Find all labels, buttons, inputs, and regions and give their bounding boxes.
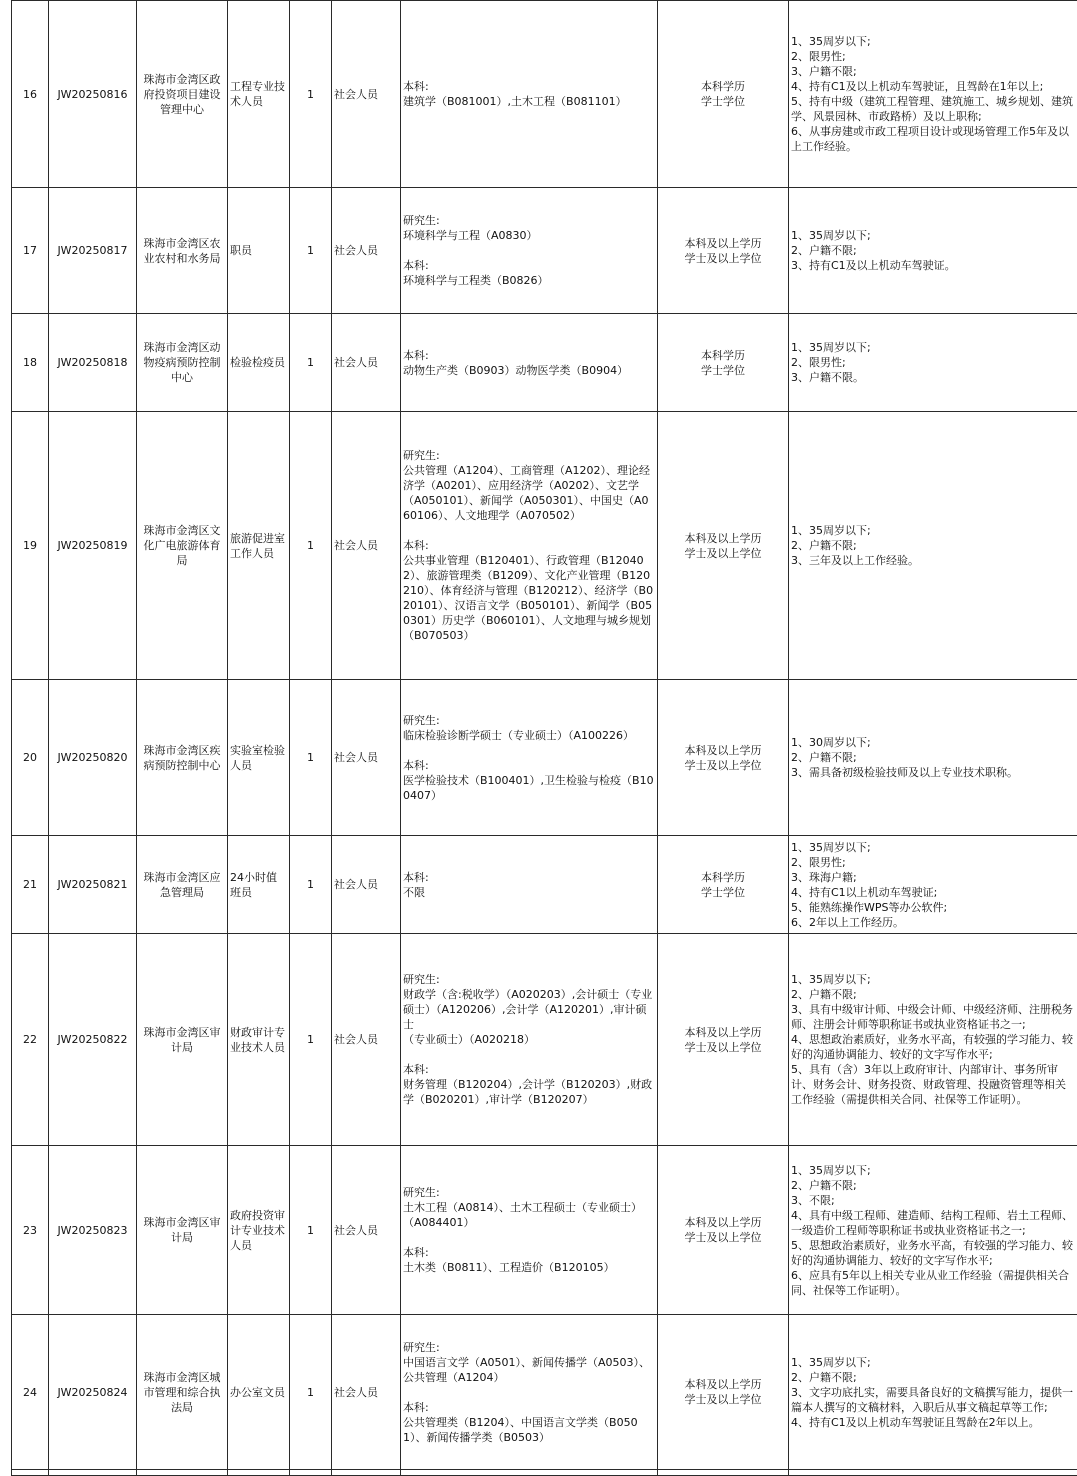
cell-code: JW20250823 (49, 1146, 137, 1315)
cell-target: 社会人员 (332, 934, 401, 1146)
cell-major: 研究生: 公共管理（A1204）、工商管理（A1202）、理论经济学（A0201）、应用经济学（A0202）、文艺学（A050101）、新闻学（A050301）、中国史（A060106）、人文地理学（A070502） 本科: 公共事业管理（B120401）、行政管理（B120402）、旅游管理类（B1209）、文化产业管理（B120210）、体育经济与管理（B120212）、经济学（B020101）、汉语言文学（B050101）、新闻学（B050301）历史学（B060101）、人文地理与城乡规划（B070503） (401, 412, 658, 680)
cell-no: 20 (12, 680, 49, 836)
cell-post: 工程专业技术人员 (228, 1, 290, 188)
cell-unit: 珠海市金湾区应急管理局 (137, 836, 228, 934)
cell-unit: 珠海市金湾区审计局 (137, 1146, 228, 1315)
cell-post: 职员 (228, 188, 290, 314)
cell-target: 社会人员 (332, 314, 401, 412)
cell-major: 本科: 建筑学（B081001）,土木工程（B081101） (401, 1, 658, 188)
cell-no: 23 (12, 1146, 49, 1315)
cell-major: 研究生: 环境科学与工程（A0830） 本科: 环境科学与工程类（B0826） (401, 188, 658, 314)
cell-conditions: 1、35周岁以下; 2、限男性; 3、珠海户籍; 4、持有C1以上机动车驾驶证; 5、能熟练操作WPS等办公软件; 6、2年以上工作经历。 (789, 836, 1077, 934)
cell-conditions: 1、35周岁以下; 2、限男性; 3、户籍不限; 4、持有C1及以上机动车驾驶证，且驾龄在1年以上; 5、持有中级（建筑工程管理、建筑施工、城乡规划、建筑学、风景园林、市政路桥）及以上职称; 6、从事房建或市政工程项目设计或现场管理工作5年及以上工作经验。 (789, 1, 1077, 188)
cell-count: 1 (290, 934, 332, 1146)
cell-education: 本科及以上学历 学士及以上学位 (658, 680, 789, 836)
cell-unit: 珠海市金湾区疾病预防控制中心 (137, 680, 228, 836)
cell-unit: 珠海市金湾区动物疫病预防控制中心 (137, 314, 228, 412)
cell-conditions: 1、35周岁以下; 2、户籍不限; 3、文字功底扎实，需要具备良好的文稿撰写能力，提供一篇本人撰写的文稿材料，入职后从事文稿起草等工作; 4、持有C1及以上机动车驾驶证且驾龄在2年以上。 (789, 1315, 1077, 1470)
cell-education: 本科及以上学历 学士及以上学位 (658, 934, 789, 1146)
cell-major: 本科: 不限 (401, 836, 658, 934)
table-row (12, 836, 1077, 934)
cell-post: 办公室文员 (228, 1315, 290, 1470)
cell-major: 本科: 动物生产类（B0903）动物医学类（B0904） (401, 314, 658, 412)
cell-major: 研究生: 土木工程（A0814）、土木工程硕士（专业硕士）（A084401） 本科: 土木类（B0811）、工程造价（B120105） (401, 1146, 658, 1315)
cell-count: 1 (290, 1315, 332, 1470)
table-row (12, 314, 1077, 412)
table-row (12, 1146, 1077, 1315)
cell-code: JW20250822 (49, 934, 137, 1146)
cell-conditions: 1、35周岁以下; 2、户籍不限; 3、持有C1及以上机动车驾驶证。 (789, 188, 1077, 314)
cell-no: 24 (12, 1315, 49, 1470)
table-row (12, 412, 1077, 680)
cell-conditions: 1、35周岁以下; 2、限男性; 3、户籍不限。 (789, 314, 1077, 412)
cell-no: 16 (12, 1, 49, 188)
cell-code: JW20250818 (49, 314, 137, 412)
cell-target: 社会人员 (332, 836, 401, 934)
table-row (12, 1315, 1077, 1470)
cell-code: JW20250819 (49, 412, 137, 680)
cell-unit: 珠海市金湾区农业农村和水务局 (137, 188, 228, 314)
recruitment-table (11, 0, 1077, 1476)
cell-target: 社会人员 (332, 412, 401, 680)
cell-post: 旅游促进室工作人员 (228, 412, 290, 680)
cell-count: 1 (290, 1, 332, 188)
cell-code: JW20250816 (49, 1, 137, 188)
cell-no: 22 (12, 934, 49, 1146)
cell-post: 实验室检验人员 (228, 680, 290, 836)
cell-post: 财政审计专业技术人员 (228, 934, 290, 1146)
cell-code: JW20250820 (49, 680, 137, 836)
cell-target: 社会人员 (332, 1146, 401, 1315)
cell-conditions: 1、35周岁以下; 2、户籍不限; 3、三年及以上工作经验。 (789, 412, 1077, 680)
cell-no: 19 (12, 412, 49, 680)
table-row (12, 934, 1077, 1146)
cell-unit: 珠海市金湾区城市管理和综合执法局 (137, 1315, 228, 1470)
cell-no: 17 (12, 188, 49, 314)
cell-code: JW20250821 (49, 836, 137, 934)
cell-education: 本科及以上学历 学士及以上学位 (658, 1315, 789, 1470)
cell-code: JW20250817 (49, 188, 137, 314)
cell-conditions: 1、30周岁以下; 2、户籍不限; 3、需具备初级检验技师及以上专业技术职称。 (789, 680, 1077, 836)
table-row (12, 1, 1077, 188)
cell-code: JW20250824 (49, 1315, 137, 1470)
cell-unit: 珠海市金湾区政府投资项目建设管理中心 (137, 1, 228, 188)
cell-target: 社会人员 (332, 188, 401, 314)
cell-post: 24小时值班员 (228, 836, 290, 934)
cell-count: 1 (290, 412, 332, 680)
cell-education: 本科学历 学士学位 (658, 1, 789, 188)
cell-no: 21 (12, 836, 49, 934)
cell-major: 研究生: 中国语言文学（A0501）、新闻传播学（A0503）、公共管理（A1204） 本科: 公共管理类（B1204）、中国语言文学类（B0501）、新闻传播学类（B0503） (401, 1315, 658, 1470)
cell-education: 本科及以上学历 学士及以上学位 (658, 1146, 789, 1315)
cell-education: 本科及以上学历 学士及以上学位 (658, 188, 789, 314)
cell-count: 1 (290, 188, 332, 314)
cell-target: 社会人员 (332, 1315, 401, 1470)
cell-count: 1 (290, 680, 332, 836)
cell-no: 18 (12, 314, 49, 412)
table-row (12, 188, 1077, 314)
cell-unit: 珠海市金湾区文化广电旅游体育局 (137, 412, 228, 680)
cell-count: 1 (290, 314, 332, 412)
cell-target: 社会人员 (332, 1, 401, 188)
cell-education: 本科学历 学士学位 (658, 836, 789, 934)
cell-conditions: 1、35周岁以下; 2、户籍不限; 3、具有中级审计师、中级会计师、中级经济师、注册税务师、注册会计师等职称证书或执业资格证书之一; 4、思想政治素质好，业务水平高，有较强的学习能力、较好的沟通协调能力、较好的文字写作水平; 5、具有（含）3年以上政府审计、内部审计、事务所审计、财务会计、财务投资、财政管理、投融资管理等相关工作经验（需提供相关合同、社保等工作证明）。 (789, 934, 1077, 1146)
cell-major: 研究生: 临床检验诊断学硕士（专业硕士）（A100226） 本科: 医学检验技术（B100401）,卫生检验与检疫（B100407） (401, 680, 658, 836)
cell-major: 研究生: 财政学（含:税收学）（A020203）,会计硕士（专业硕士）（A120206）,会计学（A120201）,审计硕士 （专业硕士）（A020218） 本科: 财务管理（B120204）,会计学（B120203）,财政学（B020201）,审计学（B120207） (401, 934, 658, 1146)
cell-conditions: 1、35周岁以下; 2、户籍不限; 3、不限; 4、具有中级工程师、建造师、结构工程师、岩土工程师、一级造价工程师等职称证书或执业资格证书之一; 5、思想政治素质好，业务水平高，有较强的学习能力、较好的沟通协调能力、较好的文字写作水平; 6、应具有5年以上相关专业从业工作经验（需提供相关合同、社保等工作证明）。 (789, 1146, 1077, 1315)
cell-count: 1 (290, 836, 332, 934)
cell-count: 1 (290, 1146, 332, 1315)
table-row (12, 680, 1077, 836)
cell-education: 本科学历 学士学位 (658, 314, 789, 412)
cell-post: 政府投资审计专业技术人员 (228, 1146, 290, 1315)
cell-education: 本科及以上学历 学士及以上学位 (658, 412, 789, 680)
cell-target: 社会人员 (332, 680, 401, 836)
table-body (12, 1, 1077, 1476)
cell-unit: 珠海市金湾区审计局 (137, 934, 228, 1146)
cell-post: 检验检疫员 (228, 314, 290, 412)
